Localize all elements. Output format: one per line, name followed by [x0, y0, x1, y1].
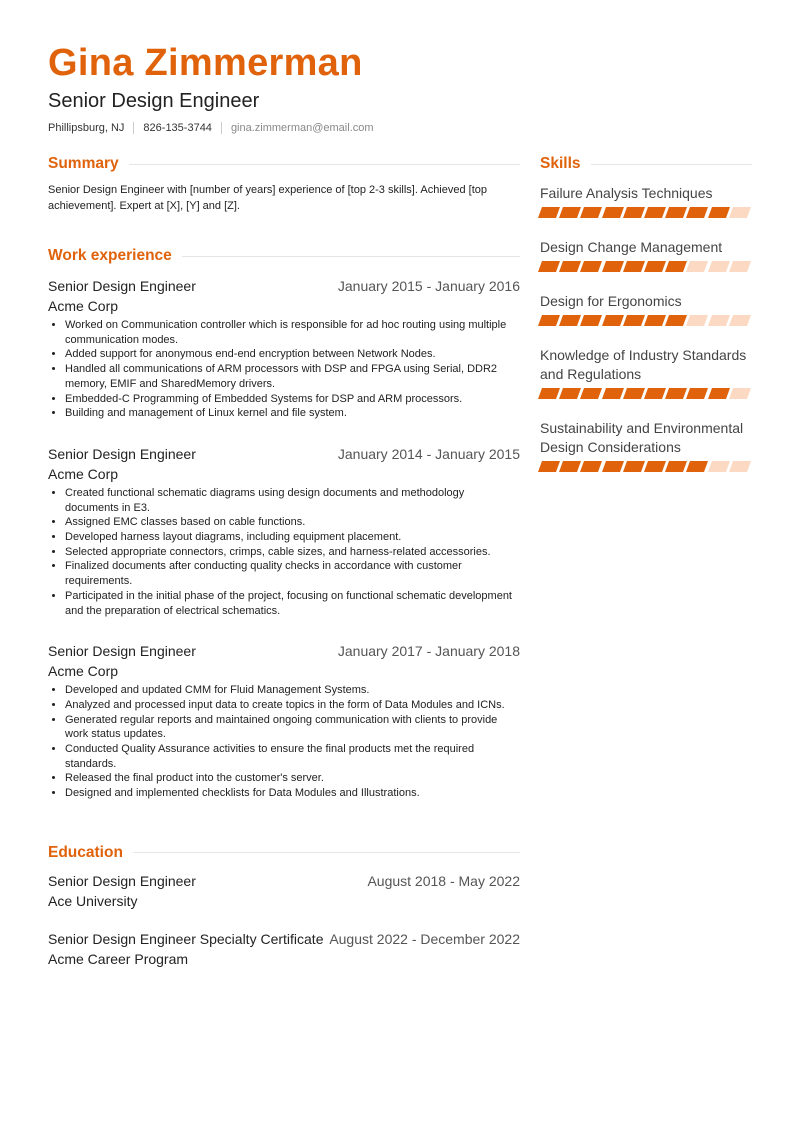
job-title: Senior Design Engineer	[48, 278, 196, 294]
skill-segment-filled	[686, 461, 708, 472]
skill-segment-filled	[538, 207, 560, 218]
job-entry	[48, 643, 520, 801]
skill-segment-filled	[665, 261, 687, 272]
job-bullet: • Designed and implemented checklists for Data Modules and Illustrations.	[65, 786, 520, 801]
job-bullet: • Created functional schematic diagrams using design documents and methodology documents in E3.	[65, 486, 520, 515]
skill-segment-empty	[729, 315, 751, 326]
work-heading: Work experience	[48, 247, 172, 264]
job-entry	[48, 278, 520, 421]
job-company: Acme Corp	[48, 298, 119, 314]
section-divider	[182, 256, 520, 257]
section-divider	[591, 164, 753, 165]
skill-segment-filled	[708, 388, 730, 399]
job-bullet: • Worked on Communication controller which is responsible for ad hoc routing using multiple communication modes.	[65, 318, 520, 347]
skill-segment-filled	[623, 315, 645, 326]
job-bullet: • Embedded-C Programming of Embedded Systems for DSP and ARM processors.	[65, 392, 520, 407]
sidebar-column	[540, 152, 752, 472]
skill-segment-filled	[644, 388, 666, 399]
skill-rating-bar	[540, 261, 752, 272]
summary-text: Senior Design Engineer with [number of years] experience of [top 2-3 skills]. Achieved [top achievement]. Expert at [X], [Y] and [Z].	[48, 184, 488, 212]
skill-segment-filled	[559, 461, 581, 472]
skills-heading: Skills	[540, 155, 581, 172]
education-entry	[48, 931, 520, 967]
skill-segment-filled	[580, 388, 602, 399]
job-bullet: • Assigned EMC classes based on cable functions.	[65, 515, 520, 530]
skill-segment-filled	[580, 207, 602, 218]
job-company: Acme Corp	[48, 663, 119, 680]
work-section	[48, 244, 520, 801]
job-date: January 2015 - January 2016	[337, 278, 520, 294]
skill-segment-filled	[580, 261, 602, 272]
contact-divider	[221, 122, 222, 134]
job-date: January 2014 - January 2015	[337, 445, 520, 462]
skill-segment-empty	[708, 315, 730, 326]
skill-name: Failure Analysis Techniques	[540, 185, 713, 201]
job-bullet: • Generated regular reports and maintained ongoing communication with clients to provide work status updates.	[65, 713, 520, 742]
skill-segment-filled	[580, 461, 602, 472]
contact-phone: 826-135-3744	[143, 122, 212, 134]
job-bullet: • Selected appropriate connectors, crimps, cable sizes, and harness-related accessories.	[65, 545, 520, 560]
skills-list	[540, 184, 752, 472]
section-divider	[129, 164, 520, 165]
skill-item	[540, 346, 752, 399]
skill-segment-filled	[665, 207, 687, 218]
section-header	[540, 152, 752, 176]
skill-segment-filled	[644, 315, 666, 326]
skill-segment-empty	[686, 261, 708, 272]
skill-item	[540, 184, 752, 218]
skill-rating-bar	[540, 207, 752, 218]
job-title: Senior Design Engineer	[48, 643, 196, 660]
contact-location: Phillipsburg, NJ	[48, 122, 125, 134]
job-bullet: • Participated in the initial phase of the project, focusing on functional schematic development and the preparation of electrical schematics.	[65, 589, 520, 618]
skill-name: Knowledge of Industry Standards and Regulations	[540, 347, 747, 382]
skill-segment-filled	[708, 207, 730, 218]
skill-segment-filled	[686, 388, 708, 399]
school-name: Ace University	[48, 892, 138, 909]
skill-segment-filled	[602, 315, 624, 326]
skill-segment-empty	[729, 388, 751, 399]
skill-name: Design Change Management	[540, 239, 723, 255]
skill-item	[540, 238, 752, 272]
job-bullet: • Released the final product into the customer's server.	[65, 771, 520, 786]
section-header	[48, 841, 520, 865]
skill-item	[540, 292, 752, 326]
skill-segment-filled	[559, 388, 581, 399]
contact-email: gina.zimmerman@email.com	[230, 122, 374, 134]
job-bullet: • Developed and updated CMM for Fluid Management Systems.	[65, 683, 520, 698]
skill-segment-filled	[623, 261, 645, 272]
skill-segment-filled	[644, 261, 666, 272]
job-bullet: • Finalized documents after conducting quality checks in accordance with customer requirements.	[65, 559, 520, 588]
skill-rating-bar	[540, 315, 752, 326]
skill-segment-filled	[602, 207, 624, 218]
education-section	[48, 841, 520, 967]
skill-segment-empty	[686, 315, 708, 326]
candidate-title: Senior Design Engineer	[48, 90, 260, 112]
skill-segment-empty	[729, 461, 751, 472]
job-date: January 2017 - January 2018	[337, 643, 520, 660]
job-bullets	[48, 486, 520, 618]
job-bullets	[48, 318, 520, 421]
job-title: Senior Design Engineer	[48, 445, 196, 462]
job-bullet: • Analyzed and processed input data to create topics in the form of Data Modules and ICNs.	[65, 698, 520, 713]
main-column	[48, 152, 520, 967]
skill-name: Design for Ergonomics	[540, 293, 682, 309]
education-date: August 2022 - December 2022	[329, 930, 520, 947]
school-name: Acme Career Program	[48, 950, 189, 967]
job-bullet: • Building and management of Linux kernel and file system.	[65, 406, 520, 421]
skill-segment-filled	[580, 315, 602, 326]
candidate-name: Gina Zimmerman	[48, 42, 363, 84]
degree-title: Senior Design Engineer	[48, 872, 196, 889]
skill-segment-filled	[623, 388, 645, 399]
skill-segment-empty	[729, 207, 751, 218]
job-company: Acme Corp	[48, 465, 119, 482]
skill-segment-filled	[686, 207, 708, 218]
skill-segment-filled	[538, 461, 560, 472]
skill-segment-filled	[665, 315, 687, 326]
contact-divider	[133, 122, 134, 134]
education-date: August 2018 - May 2022	[367, 872, 520, 889]
skill-name: Sustainability and Environmental Design Considerations	[540, 420, 744, 455]
skill-segment-filled	[559, 261, 581, 272]
contact-line	[48, 122, 758, 134]
section-header	[48, 244, 520, 268]
skill-segment-empty	[729, 261, 751, 272]
skill-segment-filled	[644, 461, 666, 472]
skill-rating-bar	[540, 461, 752, 472]
skill-segment-filled	[538, 261, 560, 272]
summary-heading: Summary	[48, 155, 119, 172]
section-divider	[133, 852, 520, 853]
skill-segment-filled	[665, 461, 687, 472]
skill-segment-filled	[665, 388, 687, 399]
job-bullet: • Conducted Quality Assurance activities to ensure the final products met the required standards.	[65, 742, 520, 771]
degree-title: Senior Design Engineer Specialty Certificate	[48, 930, 324, 947]
skill-segment-filled	[602, 388, 624, 399]
skill-segment-filled	[559, 315, 581, 326]
job-bullet: • Handled all communications of ARM processors with DSP and FPGA using Serial, DDR2 memory, EMIF and SharedMemory drivers.	[65, 362, 520, 391]
skill-segment-empty	[708, 461, 730, 472]
job-bullet: • Developed harness layout diagrams, including equipment placement.	[65, 530, 520, 545]
job-bullets	[48, 683, 520, 801]
skill-segment-empty	[708, 261, 730, 272]
skill-segment-filled	[623, 207, 645, 218]
skill-rating-bar	[540, 388, 752, 399]
resume-header	[48, 40, 758, 134]
education-heading: Education	[48, 843, 123, 861]
skill-segment-filled	[538, 315, 560, 326]
job-bullet: • Added support for anonymous end-end encryption between Network Nodes.	[65, 347, 520, 362]
summary-section	[48, 152, 520, 214]
section-header	[48, 152, 520, 176]
education-entry	[48, 873, 520, 909]
skill-segment-filled	[644, 207, 666, 218]
skills-section	[540, 152, 752, 472]
job-entry	[48, 446, 520, 618]
skill-segment-filled	[602, 261, 624, 272]
skill-item	[540, 419, 752, 472]
skill-segment-filled	[623, 461, 645, 472]
skill-segment-filled	[559, 207, 581, 218]
skill-segment-filled	[602, 461, 624, 472]
skill-segment-filled	[538, 388, 560, 399]
